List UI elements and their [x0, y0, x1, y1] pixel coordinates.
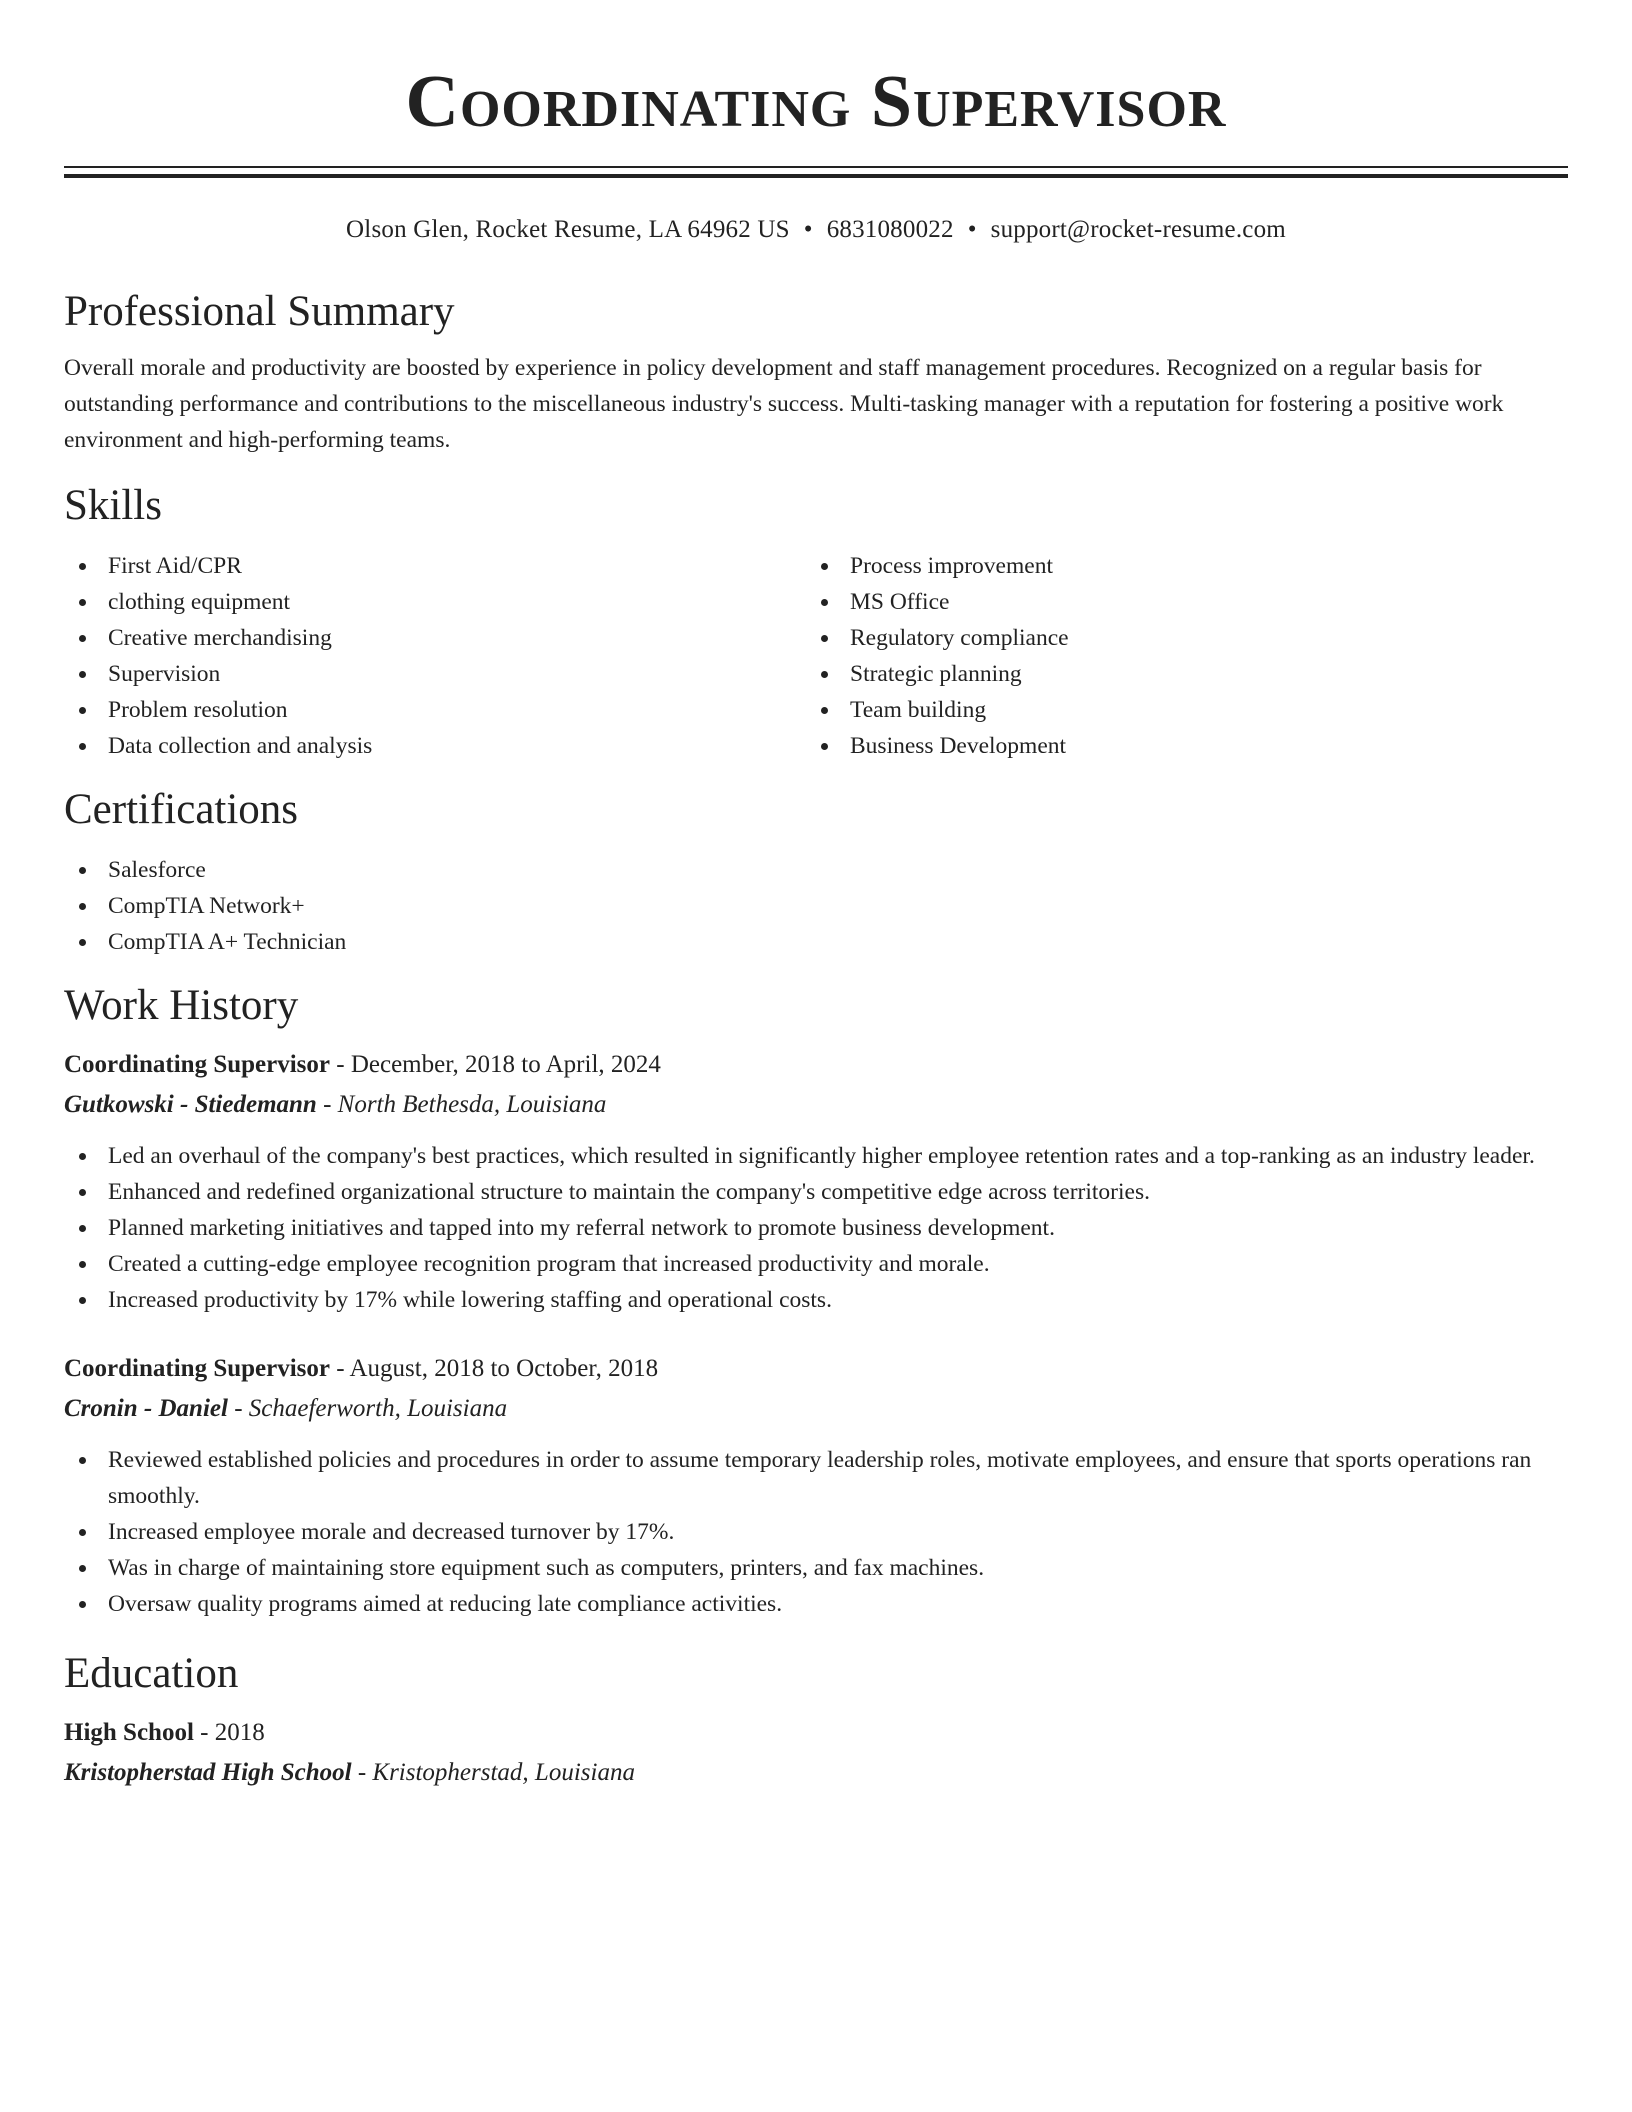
degree-year: - 2018	[193, 1719, 265, 1746]
job-dates: - August, 2018 to October, 2018	[330, 1355, 659, 1382]
certification-item	[64, 852, 1568, 888]
company-location: - North Bethesda, Louisiana	[316, 1091, 607, 1118]
job-bullet	[64, 1550, 1568, 1586]
summary-section	[64, 286, 1568, 458]
resume-title: Coordinating Supervisor	[405, 61, 1227, 143]
job-bullet-text: Led an overhaul of the company's best practices, which resulted in significantly higher employee retention rates and a top-ranking as an industry leader.	[108, 1143, 1535, 1169]
skill-item	[64, 548, 806, 584]
bullet-icon	[79, 1457, 86, 1464]
bullet-icon	[79, 1153, 86, 1160]
bullet-icon	[821, 671, 828, 678]
job-bullet	[64, 1282, 1568, 1318]
skill-label: Strategic planning	[850, 661, 1022, 687]
education-section	[64, 1648, 1568, 1792]
skills-list-left	[64, 548, 806, 764]
job-bullet-text: Created a cutting-edge employee recognition program that increased productivity and morale.	[108, 1251, 990, 1277]
skill-label: MS Office	[850, 589, 950, 615]
certification-label: Salesforce	[108, 857, 206, 883]
skill-item	[64, 620, 806, 656]
skill-label: clothing equipment	[108, 589, 291, 615]
job-bullet	[64, 1442, 1568, 1514]
bullet-icon	[79, 1601, 86, 1608]
skill-label: Problem resolution	[108, 697, 288, 723]
bullet-icon	[79, 1261, 86, 1268]
bullet-icon	[79, 743, 86, 750]
bullet-icon	[79, 707, 86, 714]
bullet-icon	[79, 1225, 86, 1232]
contact-email[interactable]: support@rocket-resume.com	[990, 216, 1286, 243]
work-history-heading: Work History	[64, 982, 299, 1029]
certification-label: CompTIA A+ Technician	[108, 929, 347, 955]
skill-item	[806, 692, 1548, 728]
job-title-line	[64, 1046, 1568, 1084]
job-bullet-text: Increased employee morale and decreased turnover by 17%.	[108, 1519, 675, 1545]
bullet-icon	[79, 939, 86, 946]
skill-item	[806, 656, 1548, 692]
job-bullet-text: Increased productivity by 17% while lowering staffing and operational costs.	[108, 1287, 832, 1313]
education-heading: Education	[64, 1650, 239, 1697]
skill-item	[64, 692, 806, 728]
certifications-heading: Certifications	[64, 786, 299, 833]
skill-label: Business Development	[850, 733, 1067, 759]
bullet-icon	[79, 903, 86, 910]
contact-separator: •	[967, 216, 977, 243]
bullet-icon	[79, 671, 86, 678]
job-title-line	[64, 1350, 1568, 1388]
company-name: Gutkowski - Stiedemann	[64, 1091, 317, 1118]
skill-item	[64, 584, 806, 620]
company-name: Cronin - Daniel	[64, 1395, 228, 1422]
job-dates: - December, 2018 to April, 2024	[330, 1051, 661, 1078]
skill-label: Regulatory compliance	[850, 625, 1069, 651]
job-bullet	[64, 1514, 1568, 1550]
school-name: Kristopherstad High School	[64, 1759, 352, 1786]
job-bullet-text: Planned marketing initiatives and tapped into my referral network to promote business development.	[108, 1215, 1055, 1241]
certification-item	[64, 888, 1568, 924]
job-bullet	[64, 1586, 1568, 1622]
skill-label: Supervision	[108, 661, 221, 687]
skills-grid	[64, 548, 1568, 764]
title-divider-thick	[64, 174, 1568, 178]
degree-name: High School	[64, 1719, 194, 1746]
work-history-section	[64, 980, 1568, 1622]
bullet-icon	[79, 563, 86, 570]
company-location: - Schaeferworth, Louisiana	[227, 1395, 508, 1422]
skill-label: Process improvement	[850, 553, 1053, 579]
contact-phone: 6831080022	[826, 216, 954, 243]
school-location: - Kristopherstad, Louisiana	[351, 1759, 635, 1786]
skills-section	[64, 480, 1568, 764]
contact-address: Olson Glen, Rocket Resume, LA 64962 US	[346, 216, 790, 243]
job-title: Coordinating Supervisor	[64, 1051, 331, 1078]
contact-separator: •	[803, 216, 813, 243]
certification-label: CompTIA Network+	[108, 893, 305, 919]
skills-heading: Skills	[64, 482, 162, 529]
skill-item	[806, 584, 1548, 620]
job-bullet	[64, 1246, 1568, 1282]
bullet-icon	[79, 1297, 86, 1304]
bullet-icon	[79, 1189, 86, 1196]
summary-text: Overall morale and productivity are boosted by experience in policy development and staff management procedures. Recognized on a regular basis for outstanding performance and contributions to the miscellaneous industry's success. Multi-tasking manager with a reputation for fostering a positive work environment and high-performing teams.	[64, 355, 1504, 453]
certification-item	[64, 924, 1568, 960]
bullet-icon	[79, 599, 86, 606]
job-entry	[64, 1046, 1568, 1318]
summary-heading: Professional Summary	[64, 288, 455, 335]
job-bullet-list	[64, 1442, 1568, 1622]
certifications-section	[64, 784, 1568, 960]
degree-line	[64, 1714, 1568, 1752]
skill-label: Team building	[850, 697, 987, 723]
skills-list-right	[806, 548, 1548, 764]
certifications-list	[64, 852, 1568, 960]
bullet-icon	[821, 599, 828, 606]
job-bullet-text: Reviewed established policies and procedures in order to assume temporary leadership roles, motivate employees, and ensure that sports operations ran smoothly.	[108, 1447, 1532, 1509]
skill-item	[64, 728, 806, 764]
bullet-icon	[821, 707, 828, 714]
bullet-icon	[79, 867, 86, 874]
company-line	[64, 1086, 1568, 1124]
job-bullet-text: Was in charge of maintaining store equipment such as computers, printers, and fax machines.	[108, 1555, 985, 1581]
school-line	[64, 1754, 1568, 1792]
bullet-icon	[821, 743, 828, 750]
contact-line	[64, 214, 1568, 246]
bullet-icon	[821, 563, 828, 570]
company-line	[64, 1390, 1568, 1428]
job-bullet-text: Enhanced and redefined organizational structure to maintain the company's competitive edge across territories.	[108, 1179, 1150, 1205]
skill-label: Data collection and analysis	[108, 733, 373, 759]
skill-label: Creative merchandising	[108, 625, 332, 651]
job-bullet-text: Oversaw quality programs aimed at reducing late compliance activities.	[108, 1591, 783, 1617]
bullet-icon	[79, 1565, 86, 1572]
skill-item	[806, 548, 1548, 584]
bullet-icon	[79, 635, 86, 642]
job-title: Coordinating Supervisor	[64, 1355, 331, 1382]
job-entry	[64, 1350, 1568, 1622]
bullet-icon	[821, 635, 828, 642]
title-divider-thin	[64, 166, 1568, 168]
job-bullet	[64, 1210, 1568, 1246]
skill-item	[806, 620, 1548, 656]
bullet-icon	[79, 1529, 86, 1536]
job-bullet-list	[64, 1138, 1568, 1318]
skill-label: First Aid/CPR	[108, 553, 242, 579]
job-bullet	[64, 1138, 1568, 1174]
skill-item	[806, 728, 1548, 764]
skill-item	[64, 656, 806, 692]
job-bullet	[64, 1174, 1568, 1210]
